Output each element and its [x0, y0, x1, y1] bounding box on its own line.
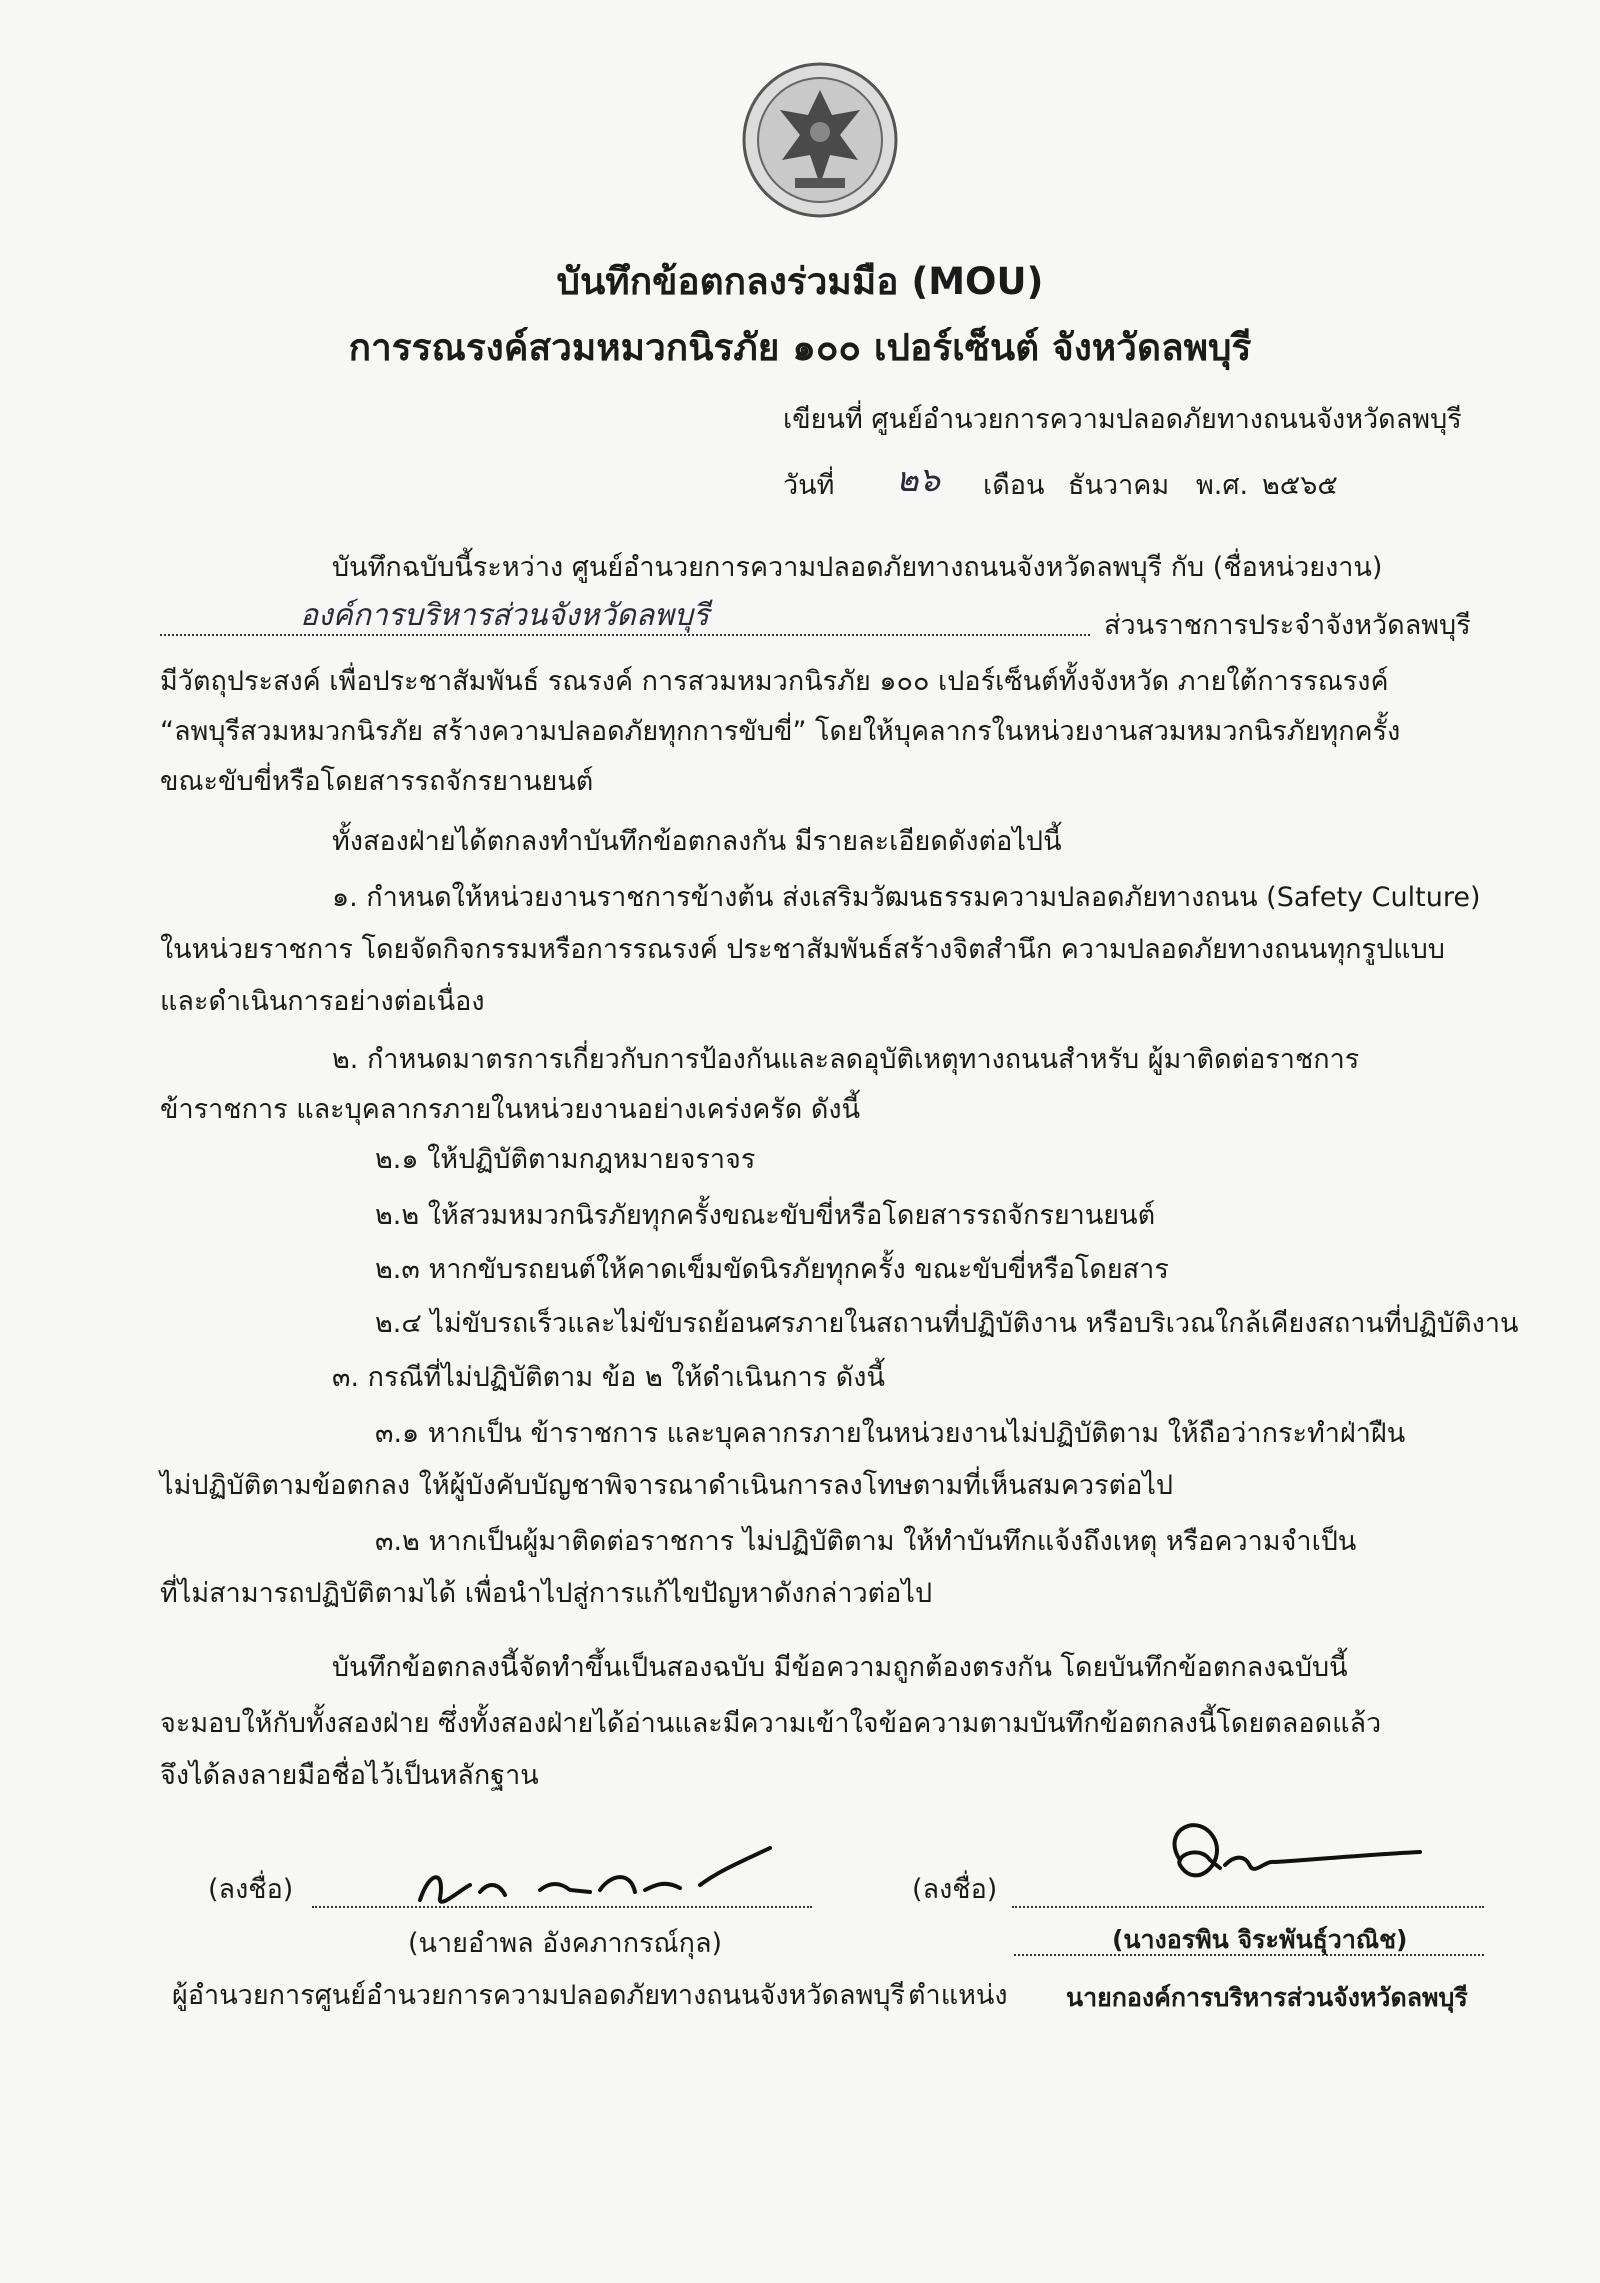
right-signer-position: นายกองค์การบริหารส่วนจังหวัดลพบุรี — [1066, 1983, 1468, 2012]
item-3-line-1: ๓. กรณีที่ไม่ปฏิบัติตาม ข้อ ๒ ให้ดำเนินการ ดังนี้ — [332, 1362, 885, 1393]
item-2-4: ๒.๔ ไม่ขับรถเร็วและไม่ขับรถย้อนศรภายในสถานที่ปฏิบัติงาน หรือบริเวณใกล้เคียงสถานที่ปฏิบัติงาน — [375, 1308, 1519, 1339]
right-sign-label: (ลงชื่อ) — [912, 1874, 998, 1905]
item-2-line-1: ๒. กำหนดมาตรการเกี่ยวกับการป้องกันและลดอุบัติเหตุทางถนนสำหรับ ผู้มาติดต่อราชการ — [332, 1044, 1360, 1075]
right-sign-line — [1012, 1876, 1484, 1908]
closing-line-3: จึงได้ลงลายมือชื่อไว้เป็นหลักฐาน — [160, 1760, 539, 1791]
item-3-1-line-1: ๓.๑ หากเป็น ข้าราชการ และบุคลากรภายในหน่วยงานไม่ปฏิบัติตาม ให้ถือว่ากระทำฝ่าฝืน — [375, 1418, 1406, 1449]
left-signer-position: ผู้อำนวยการศูนย์อำนวยการความปลอดภัยทางถนนจังหวัดลพบุรี — [172, 1980, 906, 2011]
year-label: พ.ศ. — [1196, 470, 1249, 501]
right-signer-name: (นางอรพิน จิระพันธุ์วาณิช) — [1112, 1925, 1408, 1954]
year-value: ๒๕๖๕ — [1262, 470, 1338, 501]
agency-handwritten: องค์การบริหารส่วนจังหวัดลพบุรี — [300, 598, 710, 633]
item-1-line-3: และดำเนินการอย่างต่อเนื่อง — [160, 986, 485, 1017]
intro-line-5: ขณะขับขี่หรือโดยสารรถจักรยานยนต์ — [160, 766, 594, 797]
month-value: ธันวาคม — [1068, 470, 1170, 501]
written-at: เขียนที่ ศูนย์อำนวยการความปลอดภัยทางถนนจังหวัดลพบุรี — [783, 404, 1462, 435]
left-sign-label: (ลงชื่อ) — [208, 1874, 294, 1905]
item-2-2: ๒.๒ ให้สวมหมวกนิรภัยทุกครั้งขณะขับขี่หรือโดยสารรถจักรยานยนต์ — [375, 1200, 1156, 1231]
month-label: เดือน — [983, 470, 1045, 501]
intro-line-2-tail: ส่วนราชการประจำจังหวัดลพบุรี — [1104, 610, 1471, 641]
item-2-3: ๒.๓ หากขับรถยนต์ให้คาดเข็มขัดนิรภัยทุกครั้ง ขณะขับขี่หรือโดยสาร — [375, 1254, 1169, 1285]
left-sign-line — [312, 1876, 812, 1908]
agree-line: ทั้งสองฝ่ายได้ตกลงทำบันทึกข้อตกลงกัน มีรายละเอียดดังต่อไปนี้ — [332, 826, 1062, 857]
right-position-label: ตำแหน่ง — [908, 1980, 1008, 2011]
intro-line-4: “ลพบุรีสวมหมวกนิรภัย สร้างความปลอดภัยทุกการขับขี่” โดยให้บุคลากรในหน่วยงานสวมหมวกนิรภัยทุกครั้ง — [160, 716, 1401, 747]
date-label: วันที่ — [783, 470, 835, 501]
item-2-1: ๒.๑ ให้ปฏิบัติตามกฎหมายจราจร — [375, 1144, 756, 1175]
intro-line-1: บันทึกฉบับนี้ระหว่าง ศูนย์อำนวยการความปลอดภัยทางถนนจังหวัดลพบุรี กับ (ชื่อหน่วยงาน) — [332, 552, 1383, 583]
item-3-2-line-1: ๓.๒ หากเป็นผู้มาติดต่อราชการ ไม่ปฏิบัติตาม ให้ทำบันทึกแจ้งถึงเหตุ หรือความจำเป็น — [375, 1526, 1357, 1557]
date-day-handwritten: ๒๖ — [896, 460, 940, 500]
item-1-line-2: ในหน่วยราชการ โดยจัดกิจกรรมหรือการรณรงค์ ประชาสัมพันธ์สร้างจิตสำนึก ความปลอดภัยทางถนนทุกรูปแบบ — [160, 934, 1445, 965]
document-title: บันทึกข้อตกลงร่วมมือ (MOU) — [556, 260, 1044, 303]
closing-line-2: จะมอบให้กับทั้งสองฝ่าย ซึ่งทั้งสองฝ่ายได้อ่านและมีความเข้าใจข้อความตามบันทึกข้อตกลงนี้โดยตลอดแล้ว — [160, 1708, 1382, 1739]
item-2-line-2: ข้าราชการ และบุคลากรภายในหน่วยงานอย่างเคร่งครัด ดังนี้ — [160, 1094, 861, 1125]
intro-line-3: มีวัตถุประสงค์ เพื่อประชาสัมพันธ์ รณรงค์ การสวมหมวกนิรภัย ๑๐๐ เปอร์เซ็นต์ทั้งจังหวัด ภายใต้การรณรงค์ — [160, 666, 1389, 697]
left-signer-name: (นายอำพล อังคภากรณ์กุล) — [408, 1928, 723, 1959]
closing-line-1: บันทึกข้อตกลงนี้จัดทำขึ้นเป็นสองฉบับ มีข้อความถูกต้องตรงกัน โดยบันทึกข้อตกลงฉบับนี้ — [332, 1652, 1348, 1683]
item-1-line-1: ๑. กำหนดให้หน่วยงานราชการข้างต้น ส่งเสริมวัฒนธรรมความปลอดภัยทางถนน (Safety Culture) — [332, 882, 1481, 913]
item-3-1-line-2: ไม่ปฏิบัติตามข้อตกลง ให้ผู้บังคับบัญชาพิจารณาดำเนินการลงโทษตามที่เห็นสมควรต่อไป — [160, 1470, 1174, 1501]
document-subtitle: การรณรงค์สวมหมวกนิรภัย ๑๐๐ เปอร์เซ็นต์ จังหวัดลพบุรี — [348, 326, 1252, 369]
garuda-seal-icon — [740, 60, 900, 220]
item-3-2-line-2: ที่ไม่สามารถปฏิบัติตามได้ เพื่อนำไปสู่การแก้ไขปัญหาดังกล่าวต่อไป — [160, 1578, 933, 1609]
